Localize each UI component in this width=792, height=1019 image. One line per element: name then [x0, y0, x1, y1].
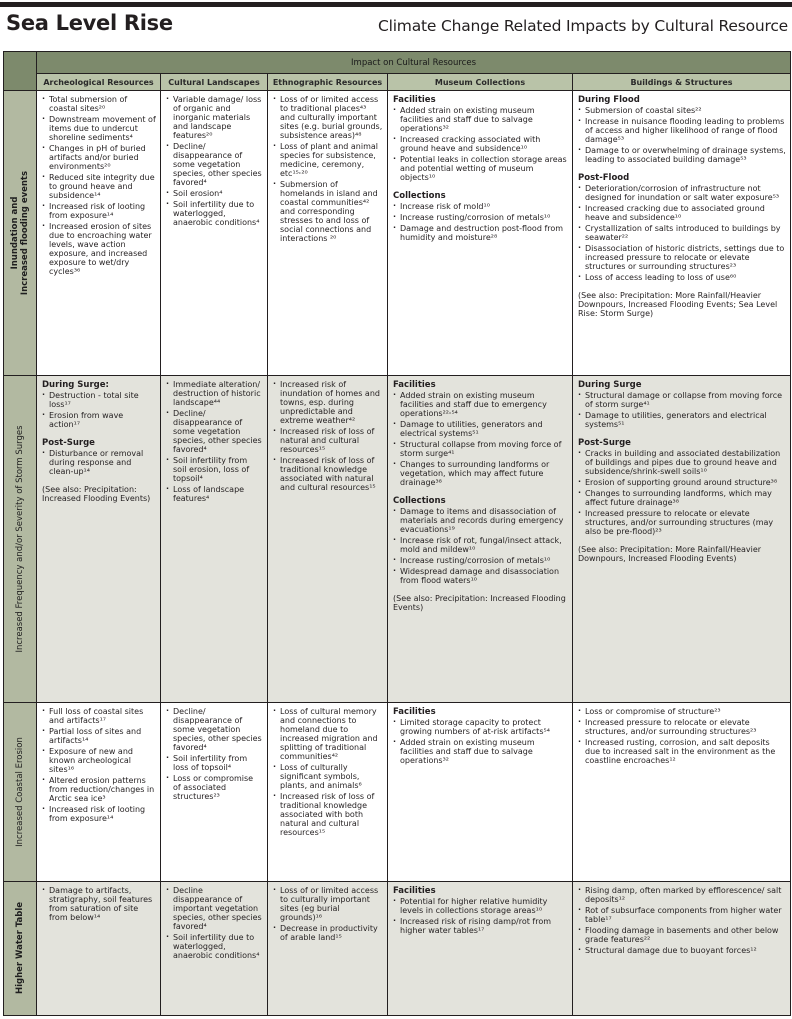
impact-item: · Soil infertility from soil erosion, loss of topsoil⁴ [166, 456, 263, 483]
impact-item: · Decline disappearance of important vegetation species, other species favored⁴ [166, 886, 263, 931]
see-also-note: (See also: Precipitation: Increased Flooding Events) [393, 593, 566, 612]
impact-item: · Soil infertility due to waterlogged, anaerobic conditions⁴ [166, 200, 263, 227]
row-label-cell [4, 91, 37, 376]
see-also-note: (See also: Precipitation: More Rainfall/Heavier Downpours, Increased Flooding Events) [578, 544, 762, 563]
row-label-cell [4, 881, 37, 1015]
impact-list [393, 202, 568, 242]
cell-buildings-structures [573, 375, 791, 702]
section-heading: During Flood [578, 95, 640, 105]
row-label [15, 425, 25, 652]
cell-buildings-structures [573, 91, 791, 376]
impact-item: · Flooding damage in basements and other below grade features²² [578, 926, 786, 944]
impact-item: · Damage to utilities, generators and electrical systems⁵¹ [393, 420, 568, 438]
table-row-higher-water-table [4, 881, 791, 1015]
impact-list [578, 886, 786, 955]
impact-item: · Full loss of coastal sites and artifacts¹⁷ [42, 707, 156, 725]
impact-item: · Structural damage or collapse from moving force of storm surge⁴¹ [578, 391, 786, 409]
impact-item: · Disassociation of historic districts, settings due to increased pressure to relocate or elevate structures or surrounding structures²³ [578, 244, 786, 271]
impact-item: · Potential leaks in collection storage areas and potential wetting of museum objects¹⁰ [393, 155, 568, 182]
impact-item: · Increased erosion of sites due to encroaching water levels, wave action exposure, and increased exposure to wet/dry cycles³⁶ [42, 222, 156, 276]
section-heading: During Surge [578, 379, 642, 390]
impact-item: · Increased risk of loss of natural and cultural resources¹⁵ [273, 427, 383, 454]
section-heading: Post-Surge [578, 437, 631, 448]
impact-item: · Loss of landscape features⁴ [166, 485, 263, 503]
impacts-table [3, 51, 791, 1016]
impact-item: · Loss of or limited access to traditional places⁴³ and culturally important sites (e.g. burial grounds, subsistence areas)⁴⁸ [273, 95, 383, 140]
impact-item: · Increase risk of mold¹⁰ [393, 202, 568, 211]
cell-museum-collections [388, 91, 573, 376]
impact-item: · Rot of subsurface components from higher water table¹⁷ [578, 906, 786, 924]
impact-item: · Loss of or limited access to culturally important sites (eg burial grounds)¹⁶ [273, 886, 383, 922]
impact-item: · Decrease in productivity of arable land¹⁵ [273, 924, 383, 942]
impact-item: · Increased cracking associated with ground heave and subsidence¹⁰ [393, 135, 568, 153]
impact-item: · Reduced site integrity due to ground heave and subsidence¹⁴ [42, 173, 156, 200]
row-label-line: Increased Frequency and/or Severity of Storm Surges [15, 425, 25, 653]
cell-ethnographic [268, 91, 388, 376]
see-also-note: (See also: Precipitation: Increased Flooding Events) [42, 484, 151, 503]
column-header-buildings-structures: Buildings & Structures [573, 74, 791, 91]
impact-item: · Submersion of coastal sites²² [578, 106, 786, 115]
row-label [15, 737, 25, 847]
section-heading: Collections [393, 191, 446, 201]
top-rule [0, 2, 792, 7]
cell-archeological [37, 91, 161, 376]
impact-list [393, 391, 568, 487]
impact-list [273, 95, 383, 243]
impact-list [578, 184, 786, 282]
section-heading: During Surge: [42, 379, 109, 390]
impact-list [42, 886, 156, 922]
impact-item: · Cracks in building and associated destabilization of buildings and pipes due to ground heave and subsidence/shrink-swell soils¹⁰ [578, 449, 786, 476]
impact-item: · Loss or compromise of associated structures²³ [166, 774, 263, 801]
row-label-line: Inundation and [10, 196, 20, 270]
impact-item: · Increase in nuisance flooding leading to problems of access and higher likelihood of range of flood damage⁵³ [578, 117, 786, 144]
impact-item: · Variable damage/ loss of organic and inorganic materials and landscape features²⁰ [166, 95, 263, 140]
column-header-museum-collections: Museum Collections [388, 74, 573, 91]
impact-item: · Decline/ disappearance of some vegetation species, other species favored⁴ [166, 409, 263, 454]
cell-cultural-landscapes [161, 91, 268, 376]
impact-item: · Structural damage due to buoyant forces¹² [578, 946, 786, 955]
impact-list [42, 95, 156, 276]
row-label-line: Higher Water Table [15, 902, 25, 995]
impact-list [273, 380, 383, 492]
cell-ethnographic [268, 375, 388, 702]
impact-list [393, 718, 568, 765]
impact-item: · Damage to utilities, generators and electrical systems⁵¹ [578, 411, 786, 429]
impact-item: · Erosion from wave action¹⁷ [42, 411, 156, 429]
row-label [10, 171, 30, 295]
row-label-line: Increased flooding events [20, 170, 30, 296]
impact-list [273, 886, 383, 942]
page-title: Sea Level Rise [6, 11, 173, 35]
impact-item: · Changes to surrounding landforms, which may affect future drainage³⁸ [578, 489, 786, 507]
impact-item: · Partial loss of sites and artifacts¹⁴ [42, 727, 156, 745]
impact-item: · Increase rusting/corrosion of metals¹⁰ [393, 213, 568, 222]
impact-item: · Soil infertility from loss of topsoil⁴ [166, 754, 263, 772]
section-heading: Post-Surge [42, 437, 95, 448]
cell-buildings-structures [573, 702, 791, 881]
impact-item: · Increase rusting/corrosion of metals¹⁰ [393, 556, 568, 565]
impact-item: · Structural collapse from moving force of storm surge⁴¹ [393, 440, 568, 458]
cell-museum-collections [388, 702, 573, 881]
impact-item: · Total submersion of coastal sites²⁰ [42, 95, 156, 113]
impact-list [42, 707, 156, 823]
impact-list [578, 391, 786, 429]
impact-item: · Increase risk of rot, fungal/insect attack, mold and mildew¹⁰ [393, 536, 568, 554]
impact-item: · Loss of plant and animal species for subsistence, medicine, ceremony, etc¹⁵˒²⁰ [273, 142, 383, 178]
impact-item: · Submersion of homelands in island and coastal communities⁴² and corresponding stresses to and loss of social connections and interactions ²⁰ [273, 180, 383, 243]
impact-item: · Potential for higher relative humidity levels in collections storage areas¹⁰ [393, 897, 568, 915]
impact-list [578, 707, 786, 765]
impact-item: · Increased rusting, corrosion, and salt deposits due to increased salt in the environment as the coastline encroaches¹² [578, 738, 786, 765]
section-heading: Collections [393, 495, 446, 506]
impact-item: · Soil erosion⁴ [166, 189, 263, 198]
group-header: Impact on Cultural Resources [37, 52, 791, 74]
impact-item: · Increased risk of looting from exposure¹⁴ [42, 202, 156, 220]
row-label-cell [4, 375, 37, 702]
page-subtitle: Climate Change Related Impacts by Cultural Resource [377, 17, 788, 35]
impact-item: · Deterioration/corrosion of infrastructure not designed for inundation or salt water exposure⁵³ [578, 184, 786, 202]
impact-item: · Changes to surrounding landforms or vegetation, which may affect future drainage³⁸ [393, 460, 568, 487]
impact-list [166, 95, 263, 227]
row-label-line: Increased Coastal Erosion [15, 736, 25, 847]
table-row-coastal-erosion [4, 702, 791, 881]
impact-item: · Destruction - total site loss¹⁷ [42, 391, 156, 409]
impact-item: · Added strain on existing museum facilities and staff due to salvage operations³² [393, 106, 568, 133]
impact-item: · Damage to items and disassociation of materials and records during emergency evacuations¹⁹ [393, 507, 568, 534]
impact-item: · Increased risk of rising damp/rot from higher water tables¹⁷ [393, 917, 568, 935]
impact-item: · Damage to artifacts, stratigraphy, soil features from saturation of site from below¹⁴ [42, 886, 156, 922]
column-header-row [4, 74, 791, 91]
table-row-storm-surges [4, 375, 791, 702]
impact-item: · Added strain on existing museum facilities and staff due to salvage operations³² [393, 738, 568, 765]
impact-list [166, 886, 263, 960]
impact-list [393, 106, 568, 182]
impact-list [166, 380, 263, 503]
impact-item: · Decline/ disappearance of some vegetation species, other species favored⁴ [166, 142, 263, 187]
impact-list [578, 106, 786, 164]
cell-ethnographic [268, 702, 388, 881]
cell-archeological [37, 881, 161, 1015]
cell-museum-collections [388, 881, 573, 1015]
impact-item: · Limited storage capacity to protect growing numbers of at-risk artifacts⁵⁴ [393, 718, 568, 736]
impact-item: · Loss of access leading to loss of use⁶⁰ [578, 273, 786, 282]
impact-item: · Exposure of new and known archeological sites¹⁶ [42, 747, 156, 774]
impact-item: · Increased risk of looting from exposure¹⁴ [42, 805, 156, 823]
impact-list [273, 707, 383, 837]
section-heading: Facilities [393, 885, 436, 896]
impact-item: · Increased pressure to relocate or elevate structures, and/or surrounding structures²³ [578, 718, 786, 736]
impact-list [393, 507, 568, 585]
impact-item: · Loss or compromise of structure²³ [578, 707, 786, 716]
row-label-cell [4, 702, 37, 881]
impact-item: · Disturbance or removal during response and clean-up¹⁴ [42, 449, 156, 476]
table-corner [4, 52, 37, 91]
impact-item: · Immediate alteration/ destruction of historic landscape⁴⁴ [166, 380, 263, 407]
section-heading: Post-Flood [578, 173, 630, 183]
column-header-ethnographic: Ethnographic Resources [268, 74, 388, 91]
column-header-cultural-landscapes: Cultural Landscapes [161, 74, 268, 91]
cell-ethnographic [268, 881, 388, 1015]
impact-item: · Increased cracking due to associated ground heave and subsidence¹⁰ [578, 204, 786, 222]
impact-item: · Altered erosion patterns from reduction/changes in Arctic sea ice³ [42, 776, 156, 803]
section-heading: Facilities [393, 379, 436, 390]
section-heading: Facilities [393, 706, 436, 717]
impact-item: · Loss of cultural memory and connections to homeland due to increased migration and splitting of traditional communities⁴² [273, 707, 383, 761]
impact-list [578, 449, 786, 536]
cell-cultural-landscapes [161, 881, 268, 1015]
impact-item: · Damage to or overwhelming of drainage systems, leading to associated building damage⁵³ [578, 146, 786, 164]
cell-museum-collections [388, 375, 573, 702]
impact-list [42, 449, 156, 476]
impact-item: · Increased risk of inundation of homes and towns, esp. during unpredictable and extreme weather⁴² [273, 380, 383, 425]
cell-archeological [37, 702, 161, 881]
see-also-note: (See also: Precipitation: More Rainfall/Heavier Downpours, Increased Flooding Events; Sea Level Rise: Storm Surge) [578, 291, 778, 318]
impact-list [42, 391, 156, 429]
cell-cultural-landscapes [161, 702, 268, 881]
impact-item: · Soil infertility due to waterlogged, anaerobic conditions⁴ [166, 933, 263, 960]
impact-item: · Increased risk of loss of traditional knowledge associated with natural and cultural resources¹⁵ [273, 456, 383, 492]
cell-cultural-landscapes [161, 375, 268, 702]
impact-item: · Downstream movement of items due to undercut shoreline sediments⁴ [42, 115, 156, 142]
impact-item: · Decline/ disappearance of some vegetation species, other species favored⁴ [166, 707, 263, 752]
impact-list [393, 897, 568, 935]
impact-item: · Increased risk of loss of traditional knowledge associated with both natural and cultural resources¹⁵ [273, 792, 383, 837]
row-label [15, 902, 25, 994]
impact-item: · Loss of culturally significant symbols, plants, and animals⁶ [273, 763, 383, 790]
cell-buildings-structures [573, 881, 791, 1015]
impact-item: · Crystallization of salts introduced to buildings by seawater²² [578, 224, 786, 242]
impact-item: · Increased pressure to relocate or elevate structures, and/or surrounding structures (may also be pre-flood)²³ [578, 509, 786, 536]
impact-item: · Erosion of supporting ground around structure³⁸ [578, 478, 786, 487]
impact-list [166, 707, 263, 801]
impact-item: · Damage and destruction post-flood from humidity and moisture²⁸ [393, 224, 568, 242]
column-header-archeological: Archeological Resources [37, 74, 161, 91]
impact-item: · Rising damp, often marked by efflorescence/ salt deposits¹² [578, 886, 786, 904]
cell-archeological [37, 375, 161, 702]
section-heading: Facilities [393, 95, 436, 105]
impact-item: · Changes in pH of buried artifacts and/or buried environments²⁰ [42, 144, 156, 171]
impact-item: · Added strain on existing museum facilities and staff due to emergency operations²²˒⁵⁴ [393, 391, 568, 418]
table-row-inundation-flooding [4, 91, 791, 376]
impact-item: · Widespread damage and disassociation from flood waters¹⁰ [393, 567, 568, 585]
